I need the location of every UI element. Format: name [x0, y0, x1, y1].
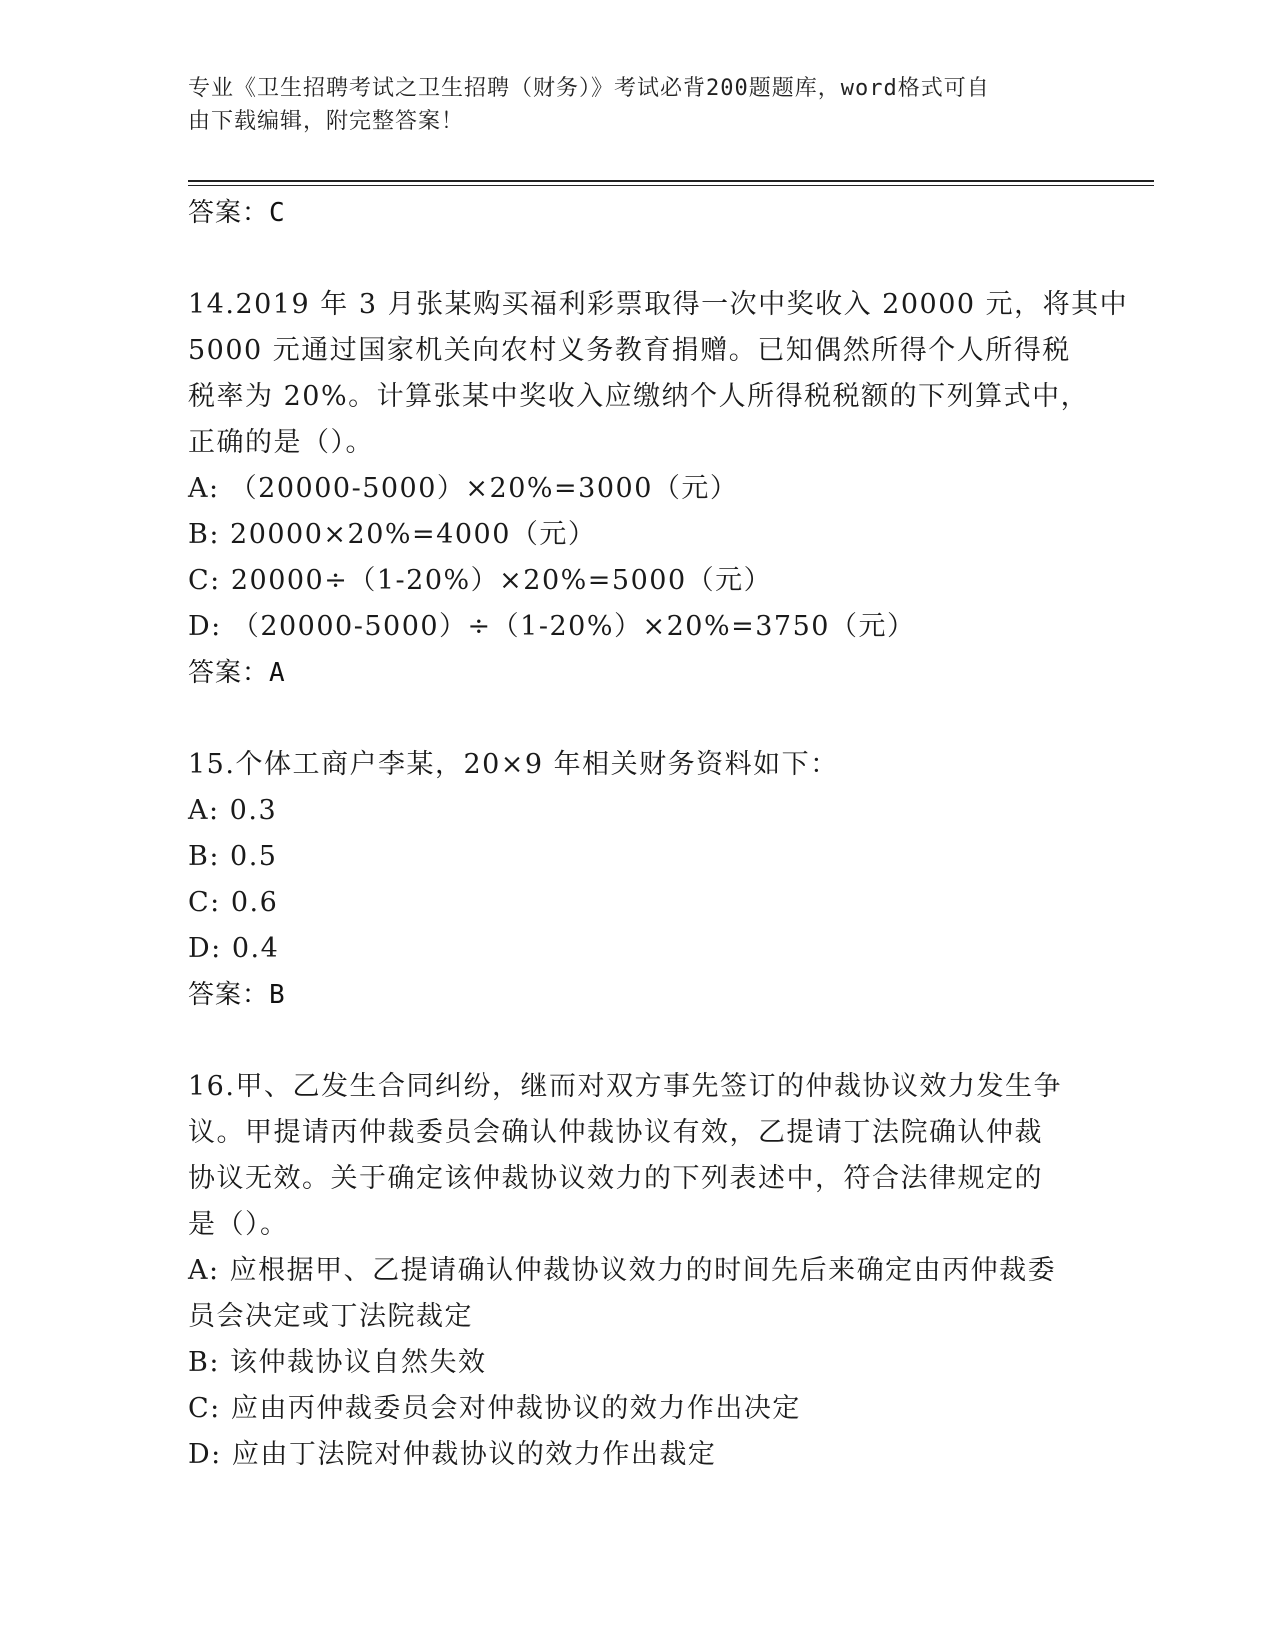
spacer	[188, 236, 1088, 282]
q14-stem-line: 正确的是（）。	[188, 427, 374, 458]
document-header	[188, 72, 1088, 138]
question-15	[188, 742, 1088, 1018]
q16-stem-line: 协议无效。关于确定该仲裁协议效力的下列表述中，符合法律规定的	[188, 1163, 1043, 1194]
q16-option-a: A: 应根据甲、乙提请确认仲裁协议效力的时间先后来确定由丙仲裁委	[188, 1255, 1057, 1286]
q14-option-b: B: 20000×20%=4000（元）	[188, 519, 597, 550]
q14-option-d: D: （20000-5000）÷（1-20%）×20%=3750（元）	[188, 611, 916, 642]
q14-stem-line: 5000 元通过国家机关向农村义务教育捐赠。已知偶然所得个人所得税	[188, 335, 1071, 366]
header-line-2: 由下载编辑，附完整答案！	[188, 109, 465, 134]
header-divider-thin	[188, 185, 1154, 186]
q15-option-b: B: 0.5	[188, 841, 278, 872]
document-body	[188, 190, 1129, 1478]
q14-stem-line: 14.2019 年 3 月张某购买福利彩票取得一次中奖收入 20000 元，将其中	[188, 289, 1129, 320]
q15-option-a: A: 0.3	[188, 795, 278, 826]
q15-option-c: C: 0.6	[188, 887, 279, 918]
q16-option-b: B: 该仲裁协议自然失效	[188, 1347, 487, 1378]
spacer	[188, 696, 1088, 742]
q14-stem-line: 税率为 20%。计算张某中奖收入应缴纳个人所得税税额的下列算式中，	[188, 381, 1090, 412]
q14-answer: 答案：A	[188, 658, 286, 688]
q15-stem-line: 15.个体工商户李某，20×9 年相关财务资料如下：	[188, 749, 839, 780]
spacer	[188, 1018, 1088, 1064]
q15-option-d: D: 0.4	[188, 933, 280, 964]
q14-option-a: A: （20000-5000）×20%=3000（元）	[188, 473, 739, 504]
q16-stem-line: 16.甲、乙发生合同纠纷，继而对双方事先签订的仲裁协议效力发生争	[188, 1071, 1062, 1102]
q15-answer: 答案：B	[188, 980, 286, 1010]
question-14	[188, 282, 1129, 696]
question-16	[188, 1064, 1088, 1478]
q16-option-c: C: 应由丙仲裁委员会对仲裁协议的效力作出决定	[188, 1393, 801, 1424]
q16-option-d: D: 应由丁法院对仲裁协议的效力作出裁定	[188, 1439, 717, 1470]
header-line-1: 专业《卫生招聘考试之卫生招聘（财务）》考试必背200题题库，word格式可自	[188, 76, 990, 101]
q14-option-c: C: 20000÷（1-20%）×20%=5000（元）	[188, 565, 773, 596]
q16-stem-line: 是（）。	[188, 1209, 289, 1240]
header-divider-thick	[188, 180, 1154, 182]
q16-option-a-continued: 员会决定或丁法院裁定	[188, 1301, 473, 1332]
q13-answer: 答案：C	[188, 198, 286, 228]
q16-stem-line: 议。甲提请丙仲裁委员会确认仲裁协议有效，乙提请丁法院确认仲裁	[188, 1117, 1043, 1148]
